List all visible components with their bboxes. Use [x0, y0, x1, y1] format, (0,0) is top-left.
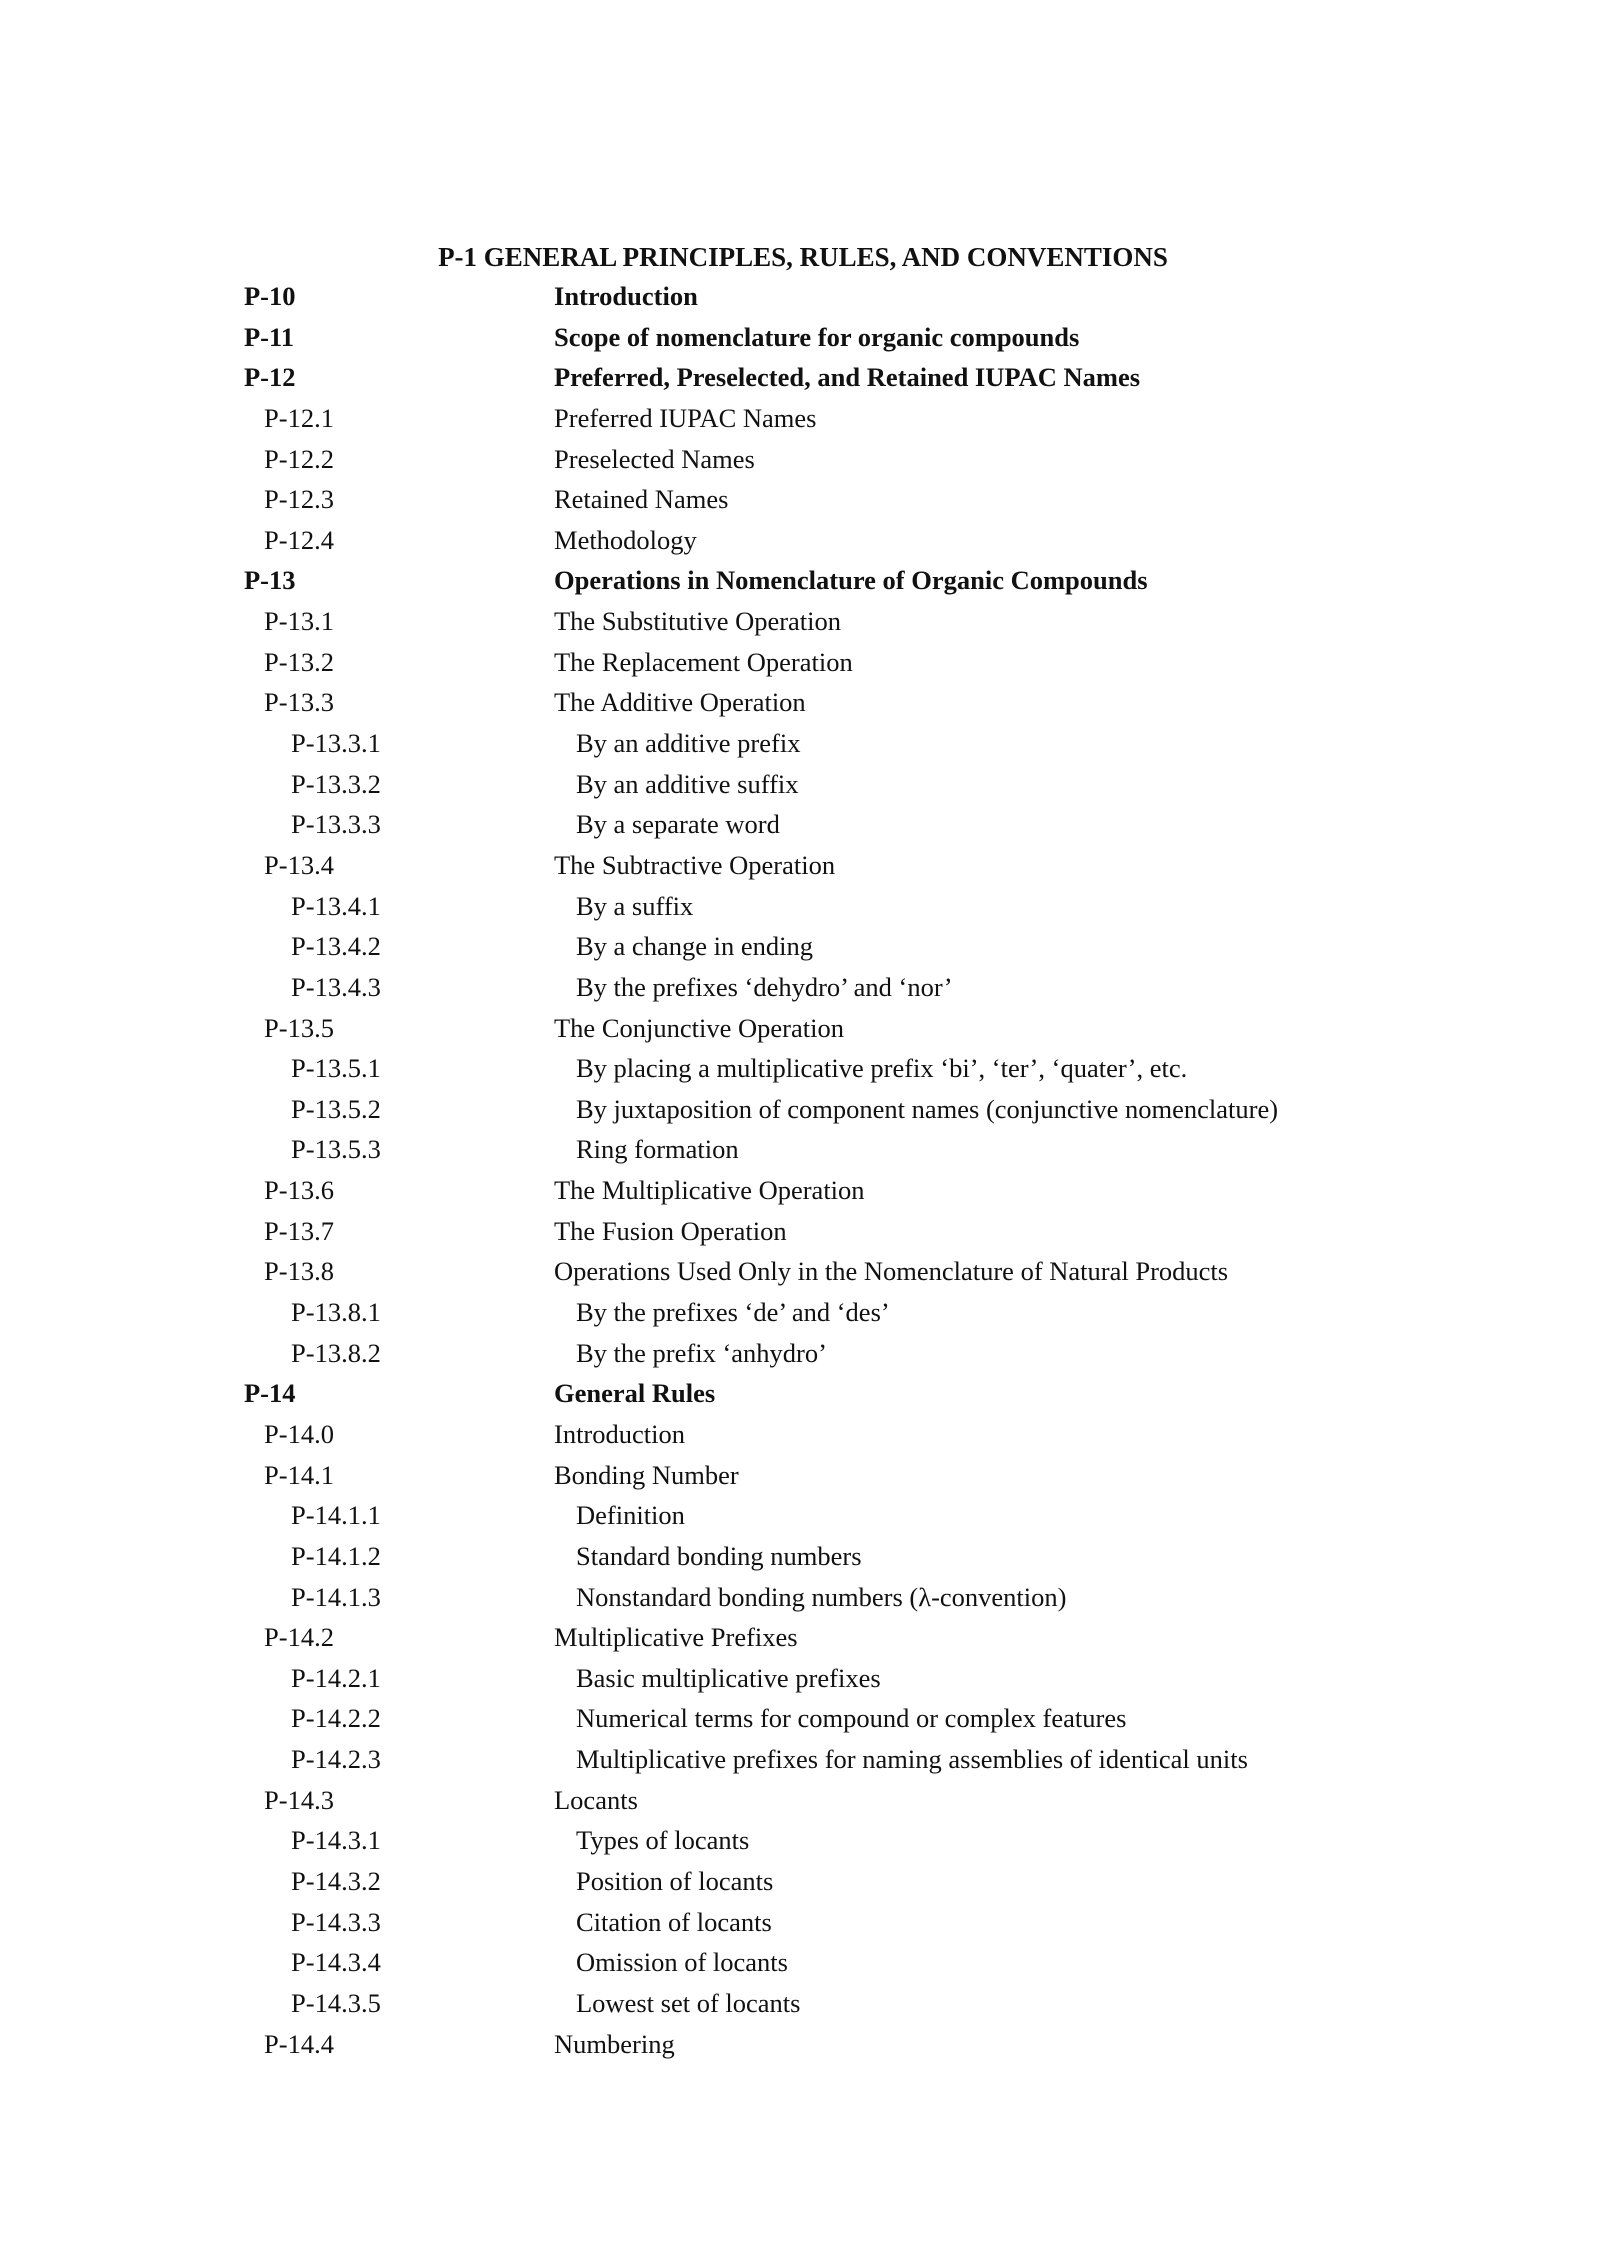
toc-entry-number: P-13.4.1 [291, 890, 381, 921]
toc-entry-title: Numbering [554, 2028, 675, 2059]
toc-entry [0, 1129, 1600, 1170]
toc-entry-number: P-14.3.2 [291, 1865, 381, 1896]
toc-entry [0, 1048, 1600, 1089]
toc-entry-number: P-14.1.3 [291, 1581, 381, 1612]
toc-entry [0, 1739, 1600, 1780]
toc-entry-title: Methodology [554, 524, 697, 555]
toc-entry [0, 1658, 1600, 1699]
toc-entry-title: The Subtractive Operation [554, 849, 836, 880]
toc-entry [0, 804, 1600, 845]
toc-entry [0, 967, 1600, 1008]
toc-entry-number: P-14.3.1 [291, 1825, 381, 1856]
toc-entry-number: P-13.5 [264, 1012, 334, 1043]
toc-entry-title: Standard bonding numbers [576, 1540, 862, 1571]
toc-entry [0, 1983, 1600, 2024]
toc-entry-number: P-13.6 [264, 1175, 334, 1206]
toc-entry-number: P-10 [244, 281, 296, 311]
toc-entry-number: P-13.8.1 [291, 1297, 381, 1328]
toc-entry-title: The Substitutive Operation [554, 606, 842, 637]
toc-entry-title: By a change in ending [576, 931, 813, 962]
toc-entry-title: By the prefix ‘anhydro’ [576, 1337, 827, 1368]
toc-entry-number: P-13.4.3 [291, 971, 381, 1002]
toc-entry [0, 520, 1600, 561]
toc-entry-number: P-12.2 [264, 443, 334, 474]
toc-entry-number: P-14.2.3 [291, 1744, 381, 1775]
toc-entry-title: Nonstandard bonding numbers (λ-convention) [576, 1581, 1067, 1612]
toc-entry-number: P-14.4 [264, 2028, 334, 2059]
toc-entry-title: Operations Used Only in the Nomenclature of Natural Products [554, 1256, 1229, 1287]
toc-entry-number: P-13.4 [264, 849, 334, 880]
toc-entry-number: P-14.3.3 [291, 1906, 381, 1937]
toc-entry-number: P-13.5.3 [291, 1134, 381, 1165]
toc-entry [0, 1536, 1600, 1577]
toc-entry [0, 560, 1600, 601]
toc-entry-number: P-14.3.4 [291, 1947, 381, 1978]
toc-entry [0, 1333, 1600, 1374]
toc-entry-title: The Multiplicative Operation [554, 1175, 865, 1206]
toc-entry [0, 1373, 1600, 1414]
toc-entry-title: General Rules [554, 1378, 716, 1409]
toc-entry-number: P-11 [244, 321, 295, 352]
toc-entry-number: P-14.1.2 [291, 1540, 381, 1571]
toc-entry [0, 1008, 1600, 1049]
toc-entry-number: P-14.1.1 [291, 1500, 381, 1531]
toc-entry-number: P-13.8 [264, 1256, 334, 1287]
toc-entry-title: The Additive Operation [554, 687, 806, 718]
toc-entry [0, 317, 1600, 358]
toc-entry-title: The Conjunctive Operation [554, 1012, 844, 1043]
toc-entry [0, 439, 1600, 480]
toc-entry-title: Lowest set of locants [576, 1987, 801, 2018]
toc-entry-title: Citation of locants [576, 1906, 772, 1937]
toc-entry [0, 926, 1600, 967]
toc-entry-title: Preferred IUPAC Names [554, 402, 817, 433]
toc-entry-title: By juxtaposition of component names (conjunctive nomenclature) [576, 1093, 1279, 1124]
toc-entry-number: P-14.0 [264, 1418, 334, 1449]
toc-entry [0, 1861, 1600, 1902]
toc-entry-number: P-13.1 [264, 606, 334, 637]
toc-entry-title: The Fusion Operation [554, 1215, 787, 1246]
toc-entry [0, 1577, 1600, 1618]
toc-entry-title: By an additive suffix [576, 768, 799, 799]
toc-entry [0, 1211, 1600, 1252]
toc-entry-number: P-14.2.1 [291, 1662, 381, 1693]
toc-entry [0, 1414, 1600, 1455]
toc-entry-title: Introduction [554, 1418, 685, 1449]
toc-entry [0, 886, 1600, 927]
toc-entry [0, 682, 1600, 723]
toc-entry-title: Bonding Number [554, 1459, 739, 1490]
toc-entry-number: P-13.5.1 [291, 1053, 381, 1084]
toc-entry-title: Position of locants [576, 1865, 774, 1896]
toc-entry [0, 845, 1600, 886]
toc-entry [0, 1780, 1600, 1821]
toc-entry [0, 1455, 1600, 1496]
toc-entry-title: Omission of locants [576, 1947, 788, 1978]
toc-entry [0, 1617, 1600, 1658]
toc-entry [0, 1495, 1600, 1536]
toc-entry-number: P-13.2 [264, 646, 334, 677]
toc-entry-number: P-13 [244, 565, 296, 596]
toc-entry-title: By an additive prefix [576, 728, 801, 759]
toc-entry [0, 479, 1600, 520]
toc-entry-title: By a suffix [576, 890, 694, 921]
toc-entry-title: Multiplicative Prefixes [554, 1622, 798, 1653]
toc-entry-title: Retained Names [554, 484, 729, 515]
toc-entry [0, 2024, 1600, 2065]
toc-entry-title: Scope of nomenclature for organic compounds [554, 321, 1080, 352]
toc-entry-number: P-13.3.1 [291, 728, 381, 759]
toc-entry [0, 1089, 1600, 1130]
toc-entry-number: P-12.4 [264, 524, 334, 555]
toc-entry-title: Preferred, Preselected, and Retained IUPAC Names [554, 362, 1141, 393]
toc-entry-title: Operations in Nomenclature of Organic Compounds [554, 565, 1148, 596]
table-of-contents [0, 276, 1600, 2064]
toc-entry-title: By the prefixes ‘de’ and ‘des’ [576, 1297, 890, 1328]
toc-entry-title: Basic multiplicative prefixes [576, 1662, 881, 1693]
toc-entry-title: Types of locants [576, 1825, 750, 1856]
toc-entry-number: P-13.7 [264, 1215, 334, 1246]
toc-entry-title: By a separate word [576, 809, 780, 840]
toc-entry-number: P-12.3 [264, 484, 334, 515]
toc-entry-number: P-12.1 [264, 402, 334, 433]
toc-entry-number: P-14.1 [264, 1459, 334, 1490]
toc-entry [0, 764, 1600, 805]
toc-entry [0, 1902, 1600, 1943]
toc-entry [0, 276, 1600, 317]
toc-entry-number: P-13.3 [264, 687, 334, 718]
toc-entry [0, 1698, 1600, 1739]
toc-entry-number: P-12 [244, 362, 296, 393]
toc-entry [0, 1942, 1600, 1983]
toc-entry [0, 357, 1600, 398]
toc-entry-number: P-14.3 [264, 1784, 334, 1815]
toc-entry-title: By the prefixes ‘dehydro’ and ‘nor’ [576, 971, 953, 1002]
toc-entry-title: The Replacement Operation [554, 646, 853, 677]
toc-entry [0, 723, 1600, 764]
toc-entry-number: P-14.3.5 [291, 1987, 381, 2018]
toc-entry [0, 1170, 1600, 1211]
toc-entry-title: By placing a multiplicative prefix ‘bi’, ‘ter’, ‘quater’, etc. [576, 1053, 1188, 1084]
toc-entry-number: P-14.2.2 [291, 1703, 381, 1734]
toc-entry [0, 398, 1600, 439]
toc-entry-number: P-13.3.3 [291, 809, 381, 840]
toc-entry-title: Locants [554, 1784, 638, 1815]
toc-entry-number: P-13.3.2 [291, 768, 381, 799]
toc-entry [0, 1251, 1600, 1292]
toc-entry-title: Multiplicative prefixes for naming assemblies of identical units [576, 1744, 1248, 1775]
toc-entry [0, 1292, 1600, 1333]
toc-entry-number: P-13.5.2 [291, 1093, 381, 1124]
toc-entry-number: P-13.8.2 [291, 1337, 381, 1368]
toc-entry [0, 1820, 1600, 1861]
toc-entry-title: Ring formation [576, 1134, 739, 1165]
toc-entry-title: Definition [576, 1500, 685, 1531]
toc-entry-title: Numerical terms for compound or complex features [576, 1703, 1127, 1734]
toc-entry-title: Introduction [554, 281, 698, 311]
toc-entry-number: P-14 [244, 1378, 296, 1409]
toc-entry-title: Preselected Names [554, 443, 755, 474]
toc-entry [0, 601, 1600, 642]
toc-entry-number: P-13.4.2 [291, 931, 381, 962]
toc-entry [0, 642, 1600, 683]
toc-entry-number: P-14.2 [264, 1622, 334, 1653]
page-title: P-1 GENERAL PRINCIPLES, RULES, AND CONVENTIONS [438, 242, 1168, 272]
